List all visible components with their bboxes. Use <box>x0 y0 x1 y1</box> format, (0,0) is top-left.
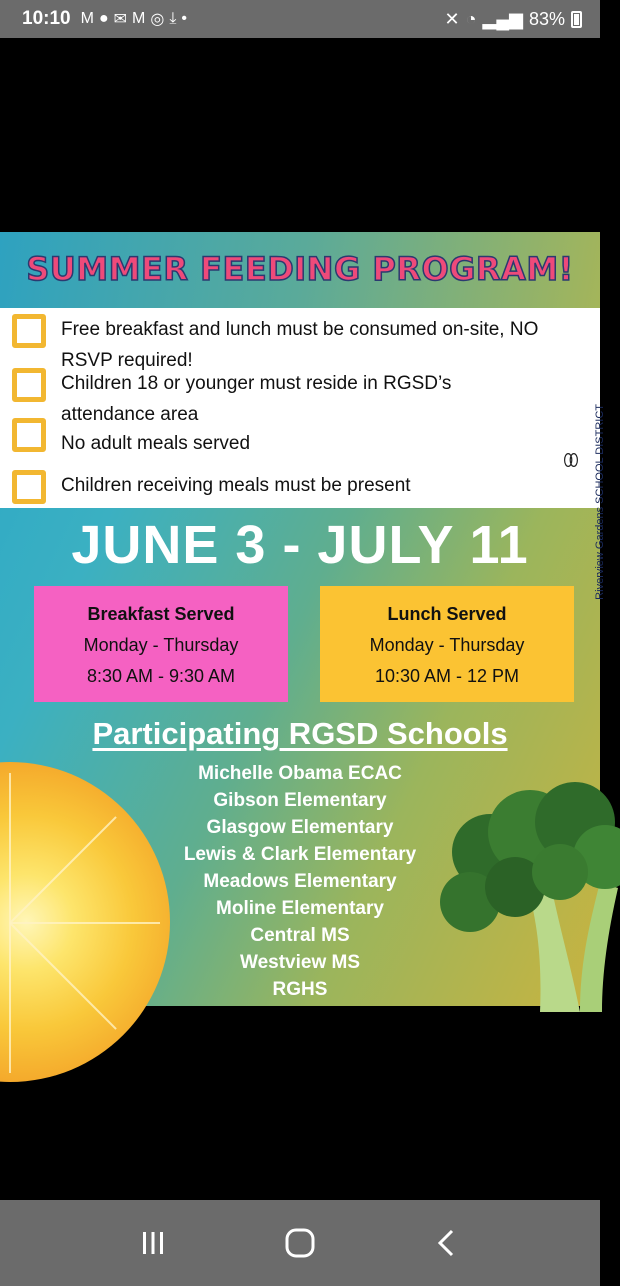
lunch-box <box>320 586 574 702</box>
breakfast-box <box>34 586 288 702</box>
checkbox-icon <box>12 470 46 504</box>
lunch-days: Monday - Thursday <box>369 635 525 655</box>
recent-apps-button[interactable] <box>133 1223 173 1263</box>
program-title: SUMMER FEEDING PROGRAM! <box>26 250 574 288</box>
breakfast-title: Breakfast Served <box>87 604 235 624</box>
school-item: Westview MS <box>239 952 361 973</box>
battery-percent: 83% <box>528 8 565 29</box>
district-logo-text: Riverview Gardens SCHOOL DISTRICT <box>594 404 606 600</box>
recent-apps-icon <box>138 1228 168 1258</box>
schools-heading: Participating RGSD Schools <box>92 716 508 751</box>
status-bar <box>0 0 600 38</box>
checkbox-icon <box>12 418 46 452</box>
list-item <box>12 314 581 376</box>
notification-icons <box>81 9 187 29</box>
school-item: Michelle Obama ECAC <box>198 763 402 784</box>
wifi-icon: ◔ <box>465 8 477 29</box>
schools-list <box>0 760 600 1003</box>
district-logo-icon <box>552 448 590 508</box>
flyer-image <box>0 232 606 1006</box>
account-icon: ● <box>98 10 109 27</box>
battery-icon <box>571 11 582 28</box>
checkbox-icon <box>12 368 46 402</box>
home-icon <box>283 1226 317 1260</box>
list-item-text: No adult meals served <box>61 433 251 454</box>
school-item: RGHS <box>272 979 328 1000</box>
school-item: Glasgow Elementary <box>206 817 394 838</box>
list-item-text: Children receiving meals must be present <box>61 475 411 496</box>
list-item <box>12 418 581 459</box>
list-item-text: Free breakfast and lunch must be consumed on-site, NO RSVP required! <box>61 319 539 371</box>
gmail-icon: M <box>80 10 94 27</box>
more-dot-icon: • <box>181 10 187 27</box>
sync-icon: ◎ <box>150 11 165 28</box>
breakfast-time: 8:30 AM - 9:30 AM <box>86 666 236 686</box>
school-item: Central MS <box>250 925 350 946</box>
signal-icon: ▂▄▆ <box>482 8 523 29</box>
download-icon: ⤓ <box>169 10 177 27</box>
mute-icon: ✕ <box>444 8 460 29</box>
home-button[interactable] <box>280 1223 320 1263</box>
list-item <box>12 470 581 504</box>
school-item: Meadows Elementary <box>203 871 397 892</box>
list-item-text: Children 18 or younger must reside in RGSD’s attendance area <box>61 373 452 425</box>
school-item: Moline Elementary <box>216 898 384 919</box>
checkbox-icon <box>12 314 46 348</box>
gmail-icon: M <box>132 10 146 27</box>
program-dates: JUNE 3 - JULY 11 <box>71 515 529 575</box>
back-icon <box>432 1228 462 1258</box>
breakfast-days: Monday - Thursday <box>83 635 239 655</box>
school-item: Lewis & Clark Elementary <box>183 844 417 865</box>
navigation-bar <box>0 1200 600 1286</box>
school-item: Gibson Elementary <box>213 790 387 811</box>
back-button[interactable] <box>427 1223 467 1263</box>
lunch-title: Lunch Served <box>387 604 507 624</box>
status-time: 10:10 <box>22 8 71 29</box>
lunch-time: 10:30 AM - 12 PM <box>374 666 520 686</box>
mail-icon: ✉ <box>113 11 128 28</box>
